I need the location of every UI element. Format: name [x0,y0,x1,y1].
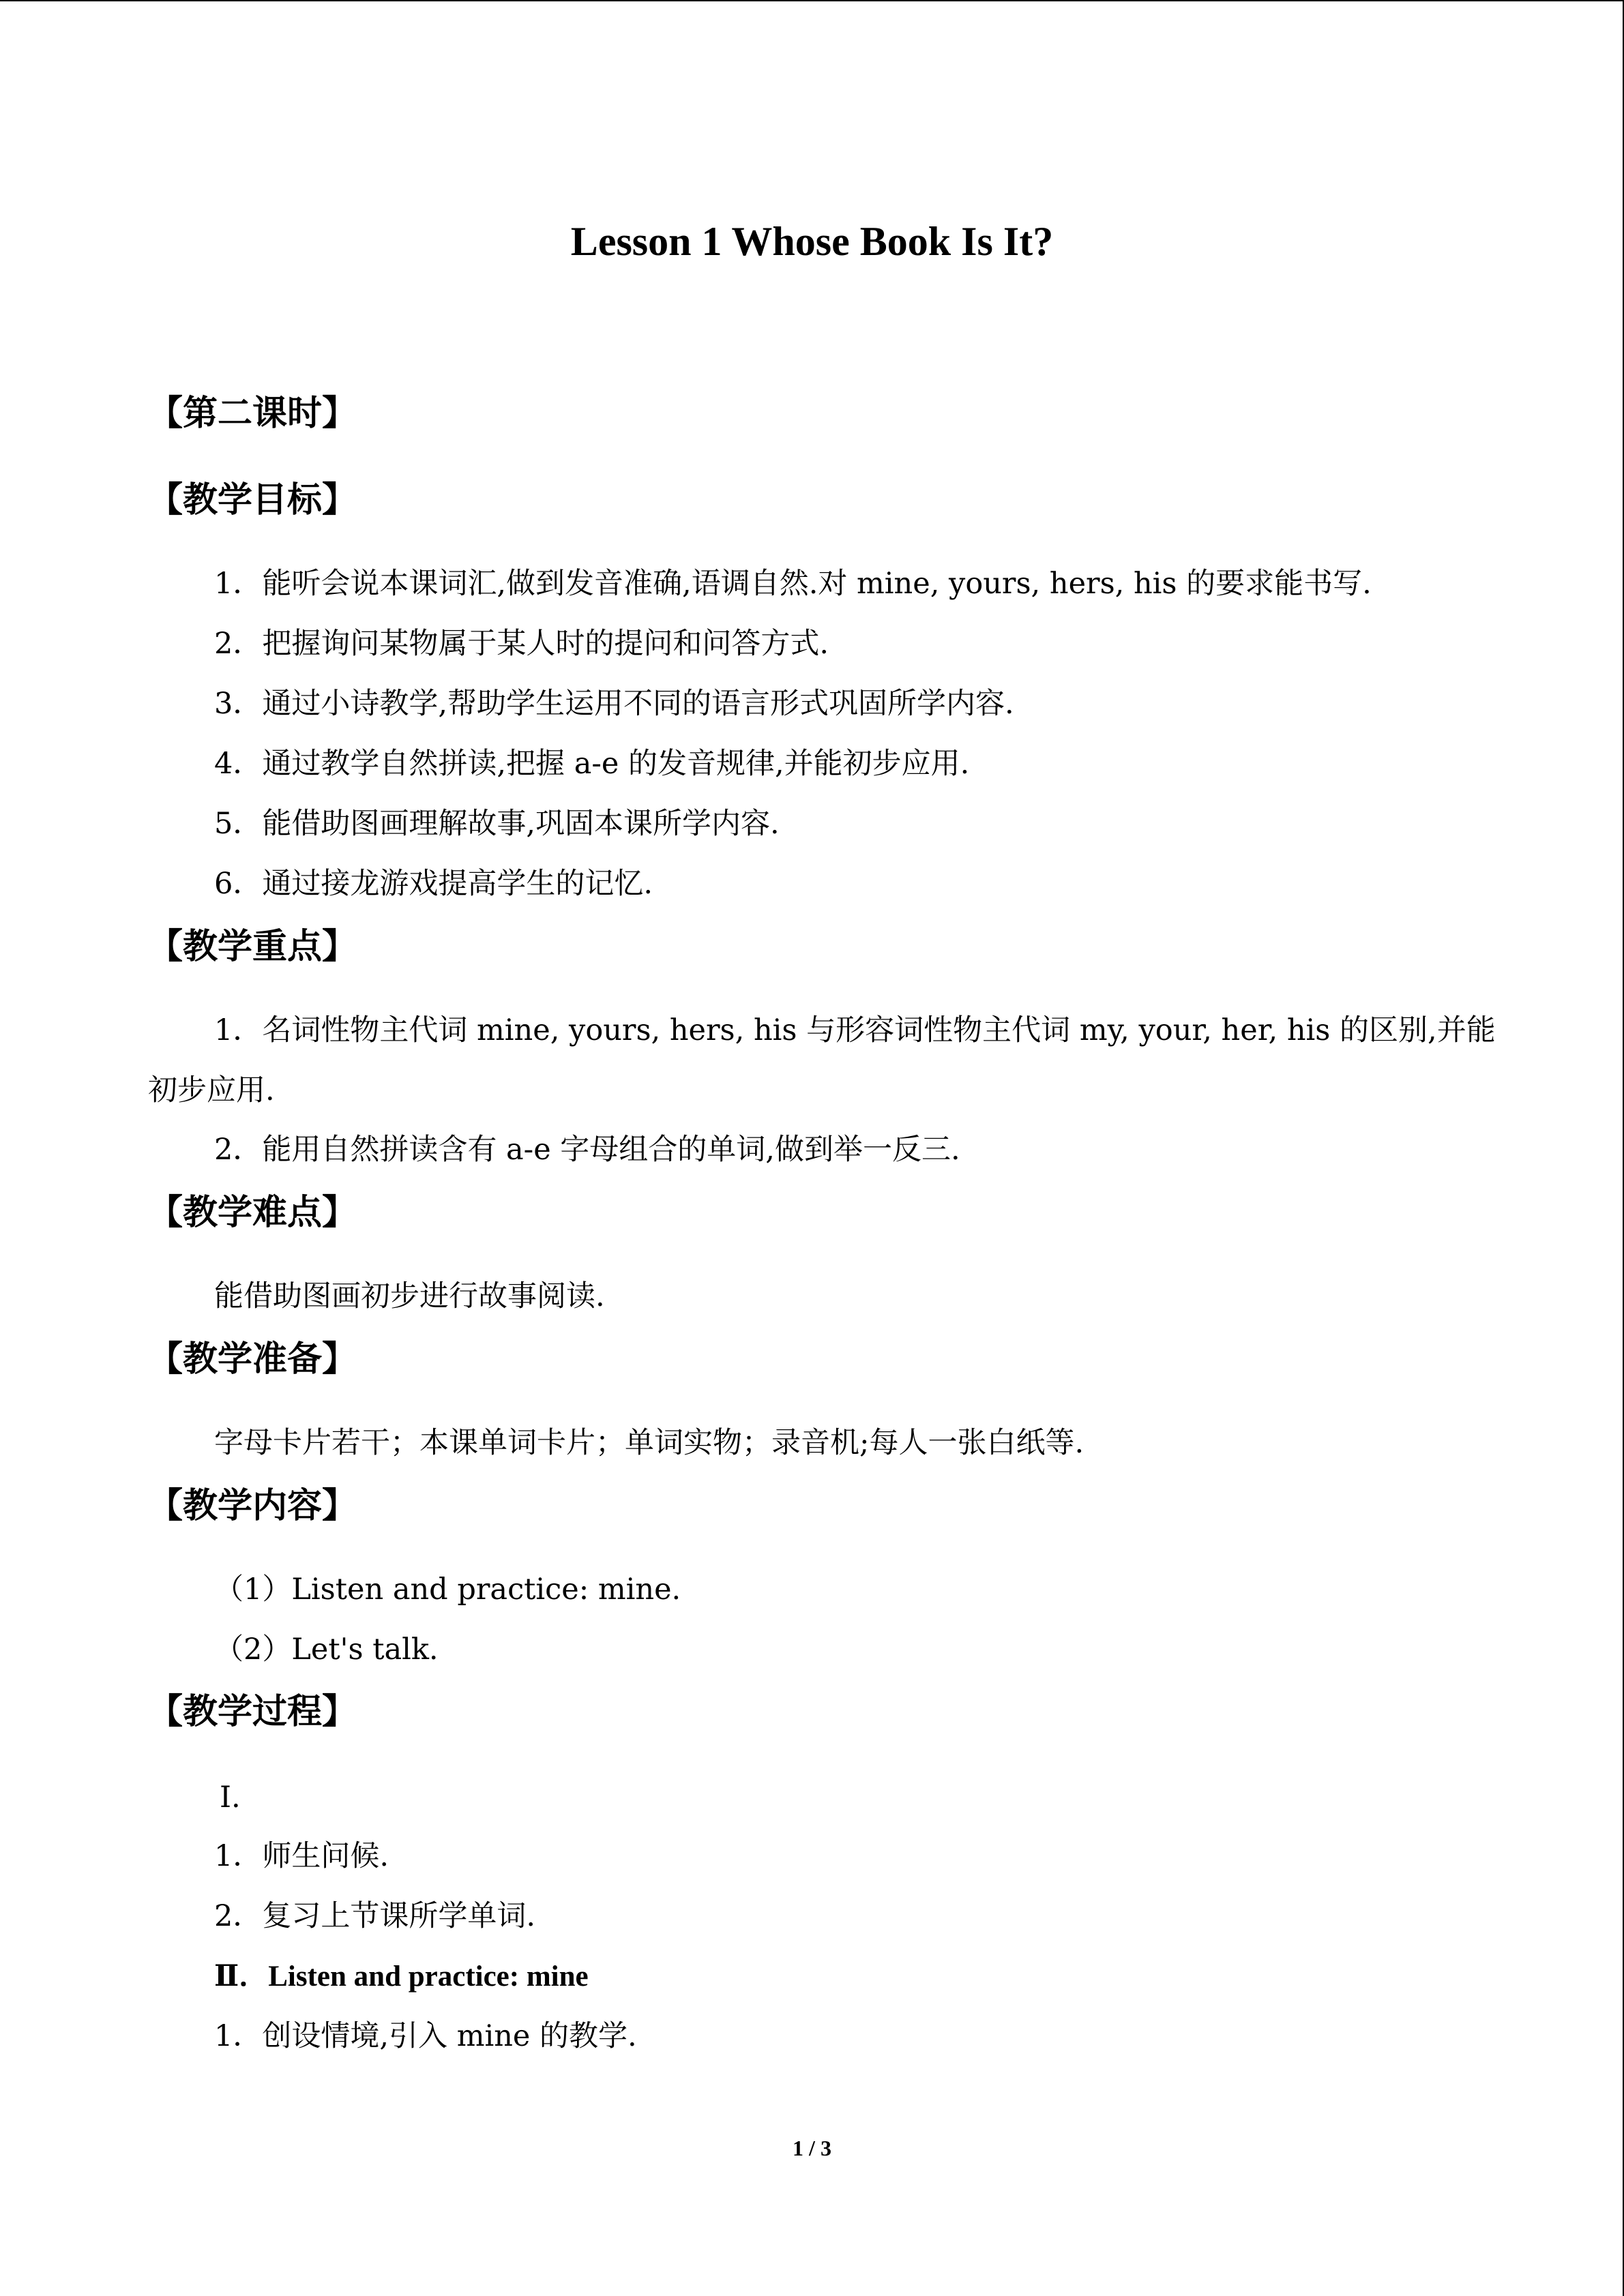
key-point-item: 2．能用自然拼读含有 a-e 字母组合的单词,做到举一反三. [214,1133,960,1167]
content-item: （1）Listen and practice: mine. [214,1572,681,1607]
process-item: 2．复习上节课所学单词. [214,1899,536,1933]
objective-item: 2．把握询问某物属于某人时的提问和问答方式. [214,627,829,661]
objective-item: 3．通过小诗教学,帮助学生运用不同的语言形式巩固所学内容. [214,687,1014,721]
heading-process: 【教学过程】 [148,1692,357,1732]
objective-item: 6．通过接龙游戏提高学生的记忆. [214,867,653,901]
objective-item: 5．能借助图画理解故事,巩固本课所学内容. [214,807,780,841]
page-number: 1 / 3 [793,2136,831,2160]
content-item: （2）Let's talk. [214,1632,439,1667]
process-step-two-label: Ⅱ．Listen and practice: mine [214,1960,589,1993]
heading-preparation: 【教学准备】 [148,1339,357,1380]
heading-content: 【教学内容】 [148,1486,357,1526]
objective-item: 1．能听会说本课词汇,做到发音准确,语调自然.对 mine, yours, hers, his 的要求能书写. [214,567,1372,601]
process-item: 1．创设情境,引入 mine 的教学. [214,2019,637,2053]
preparation-item: 字母卡片若干；本课单词卡片；单词实物；录音机;每人一张白纸等. [214,1426,1084,1460]
heading-key-points: 【教学重点】 [148,927,357,967]
document-title: Lesson 1 Whose Book Is It? [570,219,1054,264]
process-step-one-label: Ⅰ. [220,1780,241,1815]
objective-item: 4．通过教学自然拼读,把握 a-e 的发音规律,并能初步应用. [214,747,970,781]
difficulty-item: 能借助图画初步进行故事阅读. [214,1279,605,1313]
heading-period: 【第二课时】 [148,393,357,434]
heading-objectives: 【教学目标】 [148,480,357,520]
process-item: 1．师生问候. [214,1839,389,1873]
heading-difficulties: 【教学难点】 [148,1193,357,1233]
key-point-item: 1．名词性物主代词 mine, yours, hers, his 与形容词性物主代词 my, your, her, his 的区别,并能初步应用. [148,1013,1496,1107]
